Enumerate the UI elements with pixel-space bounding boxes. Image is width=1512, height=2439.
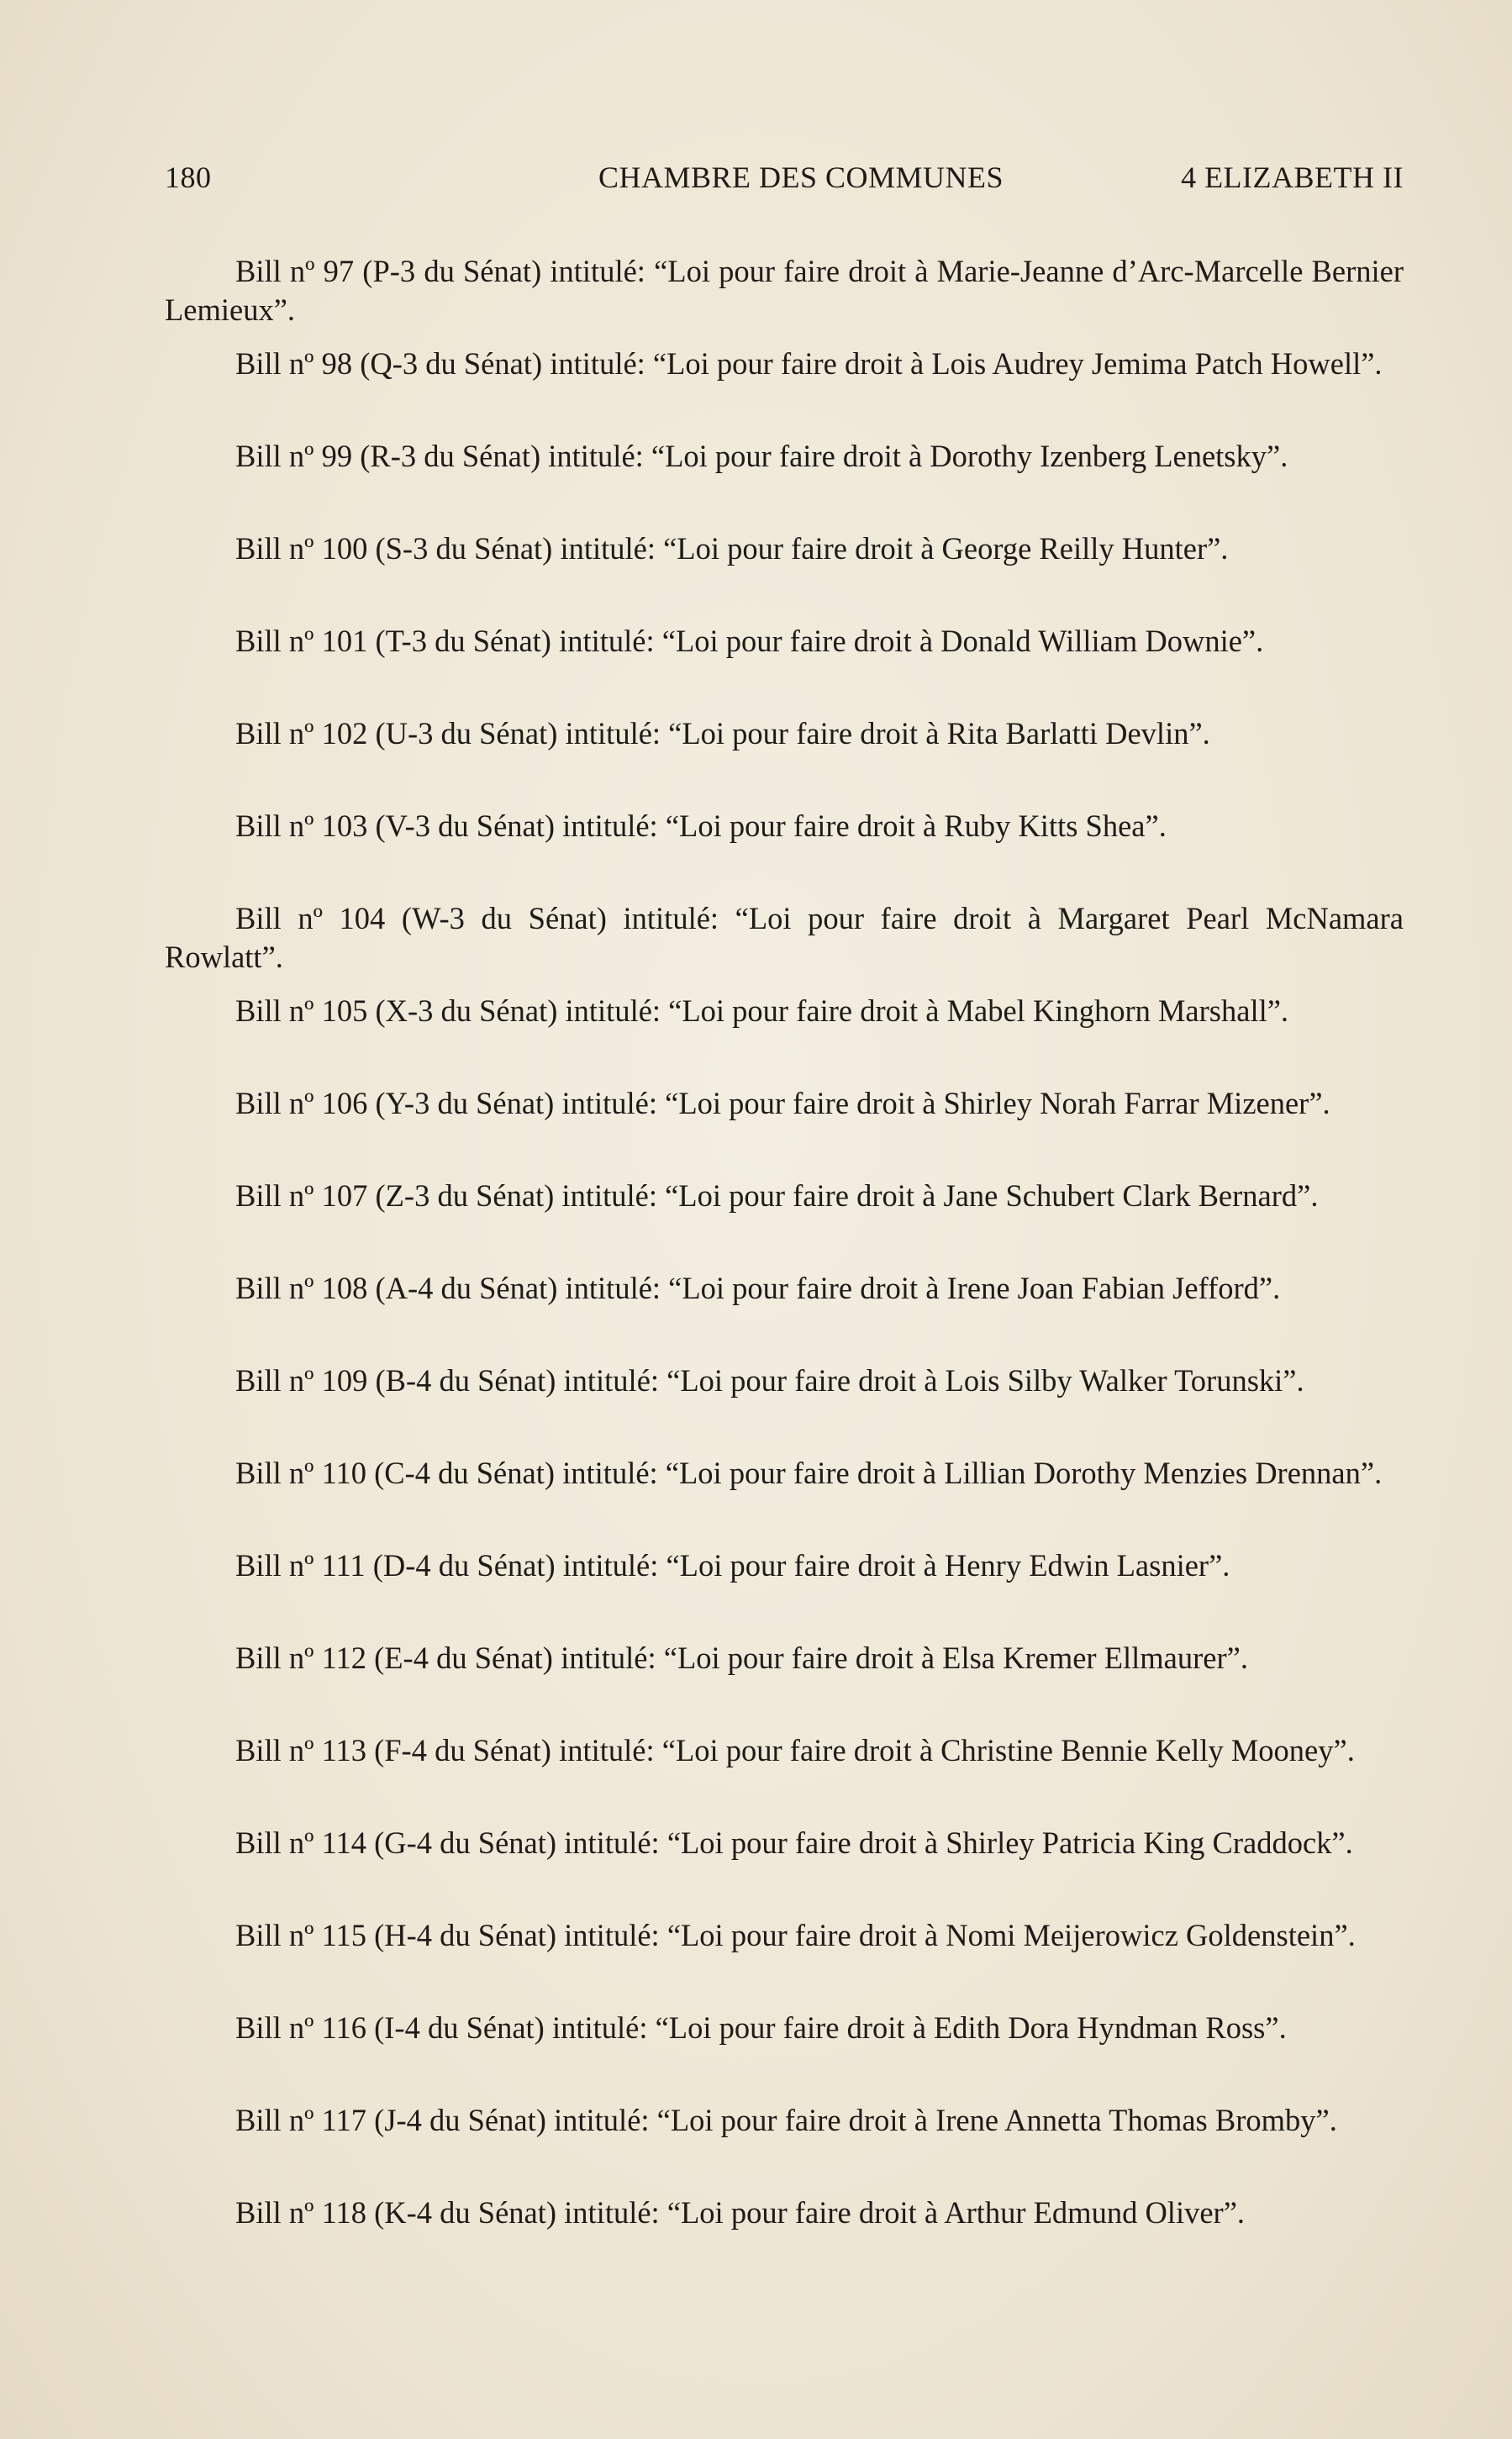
bill-entry: Bill nº 107 (Z-3 du Sénat) intitulé: “Loi pour faire droit à Jane Schubert Clark Bernard”. (235, 1178, 1319, 1213)
regnal-year: 4 ELIZABETH II (1181, 161, 1404, 194)
bill-entry: Bill nº 106 (Y-3 du Sénat) intitulé: “Loi pour faire droit à Shirley Norah Farrar Mizener”. (235, 1086, 1330, 1120)
bill-entry: Bill nº 110 (C-4 du Sénat) intitulé: “Loi pour faire droit à Lillian Dorothy Menzies Drennan”. (235, 1456, 1383, 1490)
bill-list (165, 252, 1404, 2286)
running-title: CHAMBRE DES COMMUNES (598, 161, 1004, 194)
bill-entry: Bill nº 104 (W-3 du Sénat) intitulé: “Loi pour faire droit à Margaret Pearl McNamara Rowlatt”. (165, 901, 1404, 974)
bill-entry: Bill nº 109 (B-4 du Sénat) intitulé: “Loi pour faire droit à Lois Silby Walker Torunski”. (235, 1363, 1304, 1398)
bill-entry: Bill nº 112 (E-4 du Sénat) intitulé: “Loi pour faire droit à Elsa Kremer Ellmaurer”. (235, 1641, 1248, 1675)
page-number: 180 (165, 161, 212, 194)
bill-entry: Bill nº 117 (J-4 du Sénat) intitulé: “Loi pour faire droit à Irene Annetta Thomas Bromby”. (235, 2103, 1337, 2137)
bill-entry: Bill nº 115 (H-4 du Sénat) intitulé: “Loi pour faire droit à Nomi Meijerowicz Goldenstein”. (235, 1918, 1356, 1952)
bill-entry: Bill nº 101 (T-3 du Sénat) intitulé: “Loi pour faire droit à Donald William Downie”. (235, 624, 1264, 658)
bill-entry: Bill nº 114 (G-4 du Sénat) intitulé: “Loi pour faire droit à Shirley Patricia King Craddock”. (235, 1825, 1353, 1860)
bill-entry: Bill nº 113 (F-4 du Sénat) intitulé: “Loi pour faire droit à Christine Bennie Kelly Mooney”. (235, 1733, 1355, 1767)
bill-entry: Bill nº 100 (S-3 du Sénat) intitulé: “Loi pour faire droit à George Reilly Hunter”. (235, 531, 1229, 566)
bill-entry: Bill nº 105 (X-3 du Sénat) intitulé: “Loi pour faire droit à Mabel Kinghorn Marshall”. (235, 993, 1289, 1028)
bill-entry: Bill nº 98 (Q-3 du Sénat) intitulé: “Loi pour faire droit à Lois Audrey Jemima Patch Howell”. (235, 346, 1383, 381)
bill-entry: Bill nº 108 (A-4 du Sénat) intitulé: “Loi pour faire droit à Irene Joan Fabian Jefford”. (235, 1271, 1281, 1305)
bill-entry: Bill nº 103 (V-3 du Sénat) intitulé: “Loi pour faire droit à Ruby Kitts Shea”. (235, 809, 1167, 843)
bill-entry: Bill nº 97 (P-3 du Sénat) intitulé: “Loi pour faire droit à Marie-Jeanne d’Arc-Marcelle Bernier Lemieux”. (165, 254, 1404, 327)
bill-entry: Bill nº 102 (U-3 du Sénat) intitulé: “Loi pour faire droit à Rita Barlatti Devlin”. (235, 716, 1210, 751)
page-header (165, 160, 1404, 202)
bill-entry: Bill nº 116 (I-4 du Sénat) intitulé: “Loi pour faire droit à Edith Dora Hyndman Ross”. (235, 2010, 1287, 2045)
bill-entry: Bill nº 118 (K-4 du Sénat) intitulé: “Loi pour faire droit à Arthur Edmund Oliver”. (235, 2195, 1246, 2230)
bill-entry: Bill nº 99 (R-3 du Sénat) intitulé: “Loi pour faire droit à Dorothy Izenberg Lenetsky”. (235, 439, 1288, 473)
bill-entry: Bill nº 111 (D-4 du Sénat) intitulé: “Loi pour faire droit à Henry Edwin Lasnier”. (235, 1548, 1230, 1583)
